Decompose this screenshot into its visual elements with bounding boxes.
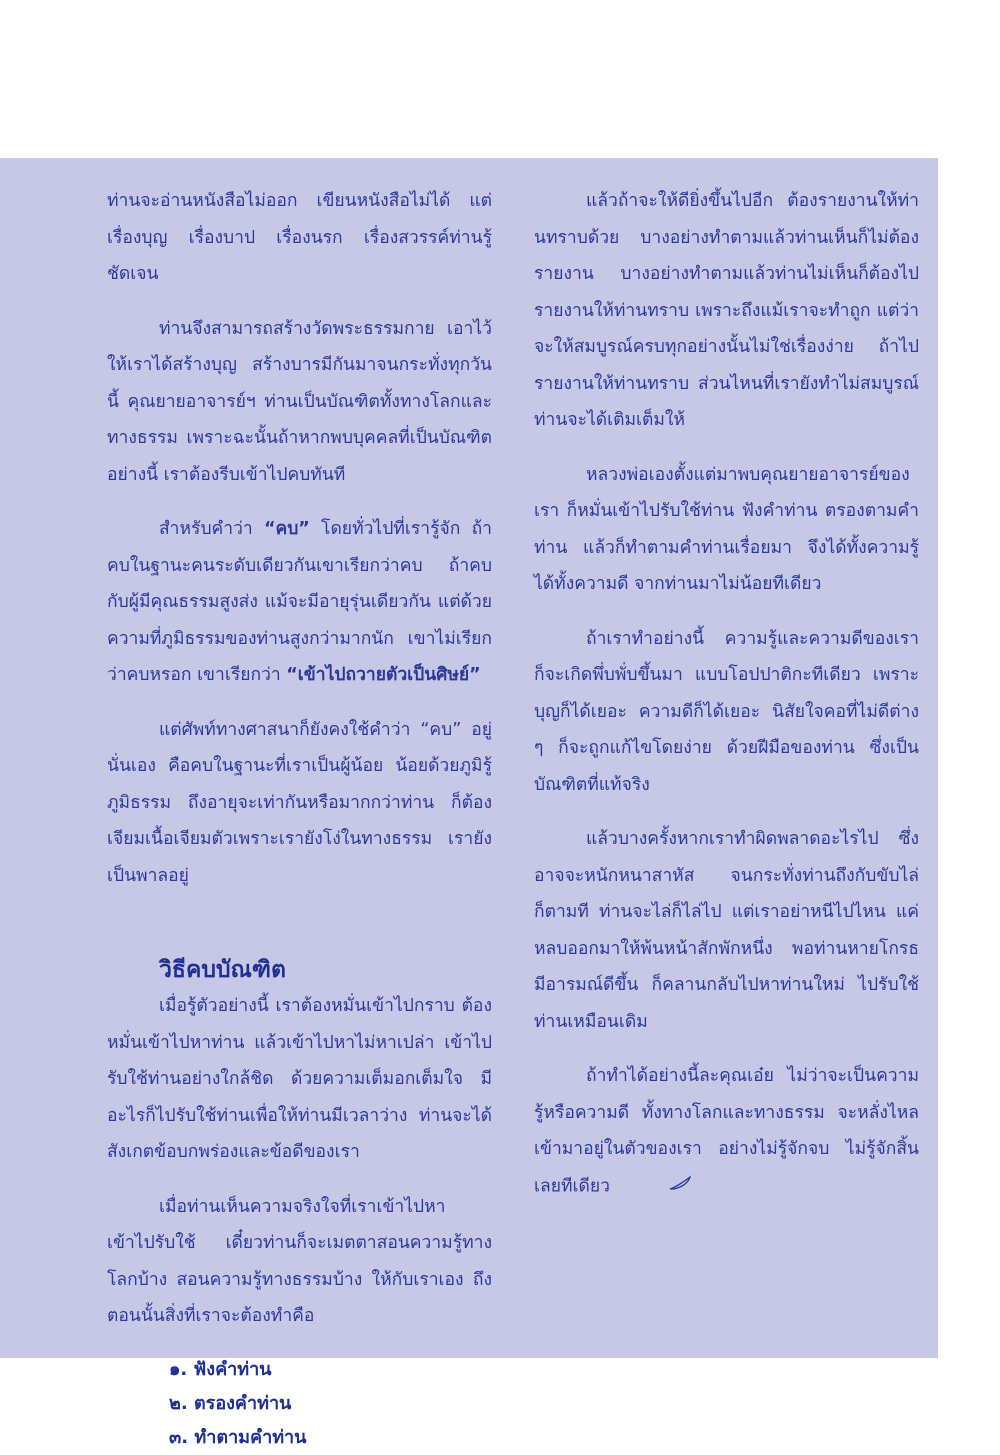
right-paragraph-5 xyxy=(534,1058,919,1204)
list-item: ๒. ตรองคำท่าน xyxy=(169,1392,292,1414)
left-column xyxy=(107,183,492,1455)
list-item: ๑. ฟังคำท่าน xyxy=(169,1358,272,1380)
content-panel xyxy=(0,158,938,1448)
p3-text-a: สำหรับคำว่า xyxy=(159,519,264,539)
left-paragraph-2: ท่านจึงสามารถสร้างวัดพระธรรมกาย เอาไว้ให้เราได้สร้างบุญ สร้างบารมีกันมาจนกระทั่งทุกวันนี้ คุณยายอาจารย์ฯ ท่านเป็นบัณฑิตทั้งทางโลกและทางธรรม เพราะฉะนั้นถ้าหากพบบุคคลที่เป็นบัณฑิตอย่างนี้ เราต้องรีบเข้าไปคบทันที xyxy=(107,318,492,485)
keyword-khob: “คบ” xyxy=(263,519,310,539)
left-paragraph-1: ท่านจะอ่านหนังสือไม่ออก เขียนหนังสือไม่ได้ แต่เรื่องบุญ เรื่องบาป เรื่องนรก เรื่องสวรรค์ท่านรู้ชัดเจน xyxy=(107,191,492,284)
right-paragraph-3: ถ้าเราทำอย่างนี้ ความรู้และความดีของเรา ก็จะเกิดพึ่บพั่บขึ้นมา แบบโอปปาติกะทีเดียว เพราะบุญก็ได้เยอะ ความดีก็ได้เยอะ นิสัยใจคอที่ไม่ดีต่าง ๆ ก็จะถูกแก้ไขโดยง่าย ด้วยฝีมือของท่าน ซึ่งเป็นบัณฑิตที่แท้จริง xyxy=(534,628,919,795)
section-heading: วิธีคบบัณฑิต xyxy=(159,957,286,983)
right-paragraph-4: แล้วบางครั้งหากเราทำผิดพลาดอะไรไป ซึ่งอาจจะหนักหนาสาหัส จนกระทั่งท่านถึงกับขับไล่ก็ตามที ท่านจะไล่ก็ไล่ไป แต่เราอย่าหนีไปไหน แค่หลบออกมาให้พ้นหน้าสักพักหนึ่ง พอท่านหายโกรธ มีอารมณ์ดีขึ้น ก็คลานกลับไปหาท่านใหม่ ไปรับใช้ท่านเหมือนเดิม xyxy=(534,829,919,1032)
list-item: ๓. ทำตามคำท่าน xyxy=(169,1426,307,1448)
steps-list xyxy=(169,1353,492,1455)
left-paragraph-3 xyxy=(107,511,492,694)
p3-text-b: โดยทั่วไปที่เรารู้จัก ถ้าคบในฐานะคนระดับเดียวกันเขาเรียกว่าคบ ถ้าคบกับผู้มีคุณธรรมสูงส่ง แม้จะมีอายุรุ่นเดียวกัน แต่ด้วยความที่ภูมิธรรมของท่านสูงกว่ามากนัก เขาไม่เรียกว่าคบหรอก เขาเรียกว่า xyxy=(107,519,492,685)
right-column xyxy=(534,183,919,1222)
keyword-disciple: “เข้าไปถวายตัวเป็นศิษย์” xyxy=(286,665,481,685)
right-paragraph-5-text: ถ้าทำได้อย่างนี้ละคุณเอ๋ย ไม่ว่าจะเป็นความรู้หรือความดี ทั้งทางโลกและทางธรรม จะหลั่งไหลเข้ามาอยู่ในตัวของเรา อย่างไม่รู้จักจบ ไม่รู้จักสิ้นเลยทีเดียว xyxy=(534,1066,919,1196)
left-paragraph-6: เมื่อท่านเห็นความจริงใจที่เราเข้าไปหา เข้าไปรับใช้ เดี๋ยวท่านก็จะเมตตาสอนความรู้ทางโลกบ้าง สอนความรู้ทางธรรมบ้าง ให้กับเราเอง ถึงตอนนั้นสิ่งที่เราจะต้องทำคือ xyxy=(107,1196,492,1326)
left-paragraph-5: เมื่อรู้ตัวอย่างนี้ เราต้องหมั่นเข้าไปกราบ ต้องหมั่นเข้าไปหาท่าน แล้วเข้าไปหาไม่หาเปล่า เข้าไปรับใช้ท่านอย่างใกล้ชิด ด้วยความเต็มอกเต็มใจ มีอะไรก็ไปรับใช้ท่านเพื่อให้ท่านมีเวลาว่าง ท่านจะได้สังเกตข้อบกพร่องและข้อดีของเรา xyxy=(107,996,492,1162)
left-paragraph-4: แต่ศัพท์ทางศาสนาก็ยังคงใช้คำว่า “คบ” อยู่นั่นเอง คือคบในฐานะที่เราเป็นผู้น้อย น้อยด้วยภูมิรู้ภูมิธรรม ถึงอายุจะเท่ากันหรือมากกว่าท่าน ก็ต้องเจียมเนื้อเจียมตัวเพราะเรายังโง่ในทางธรรม เรายังเป็นพาลอยู่ xyxy=(107,719,492,886)
right-paragraph-2: หลวงพ่อเองตั้งแต่มาพบคุณยายอาจารย์ของเรา ก็หมั่นเข้าไปรับใช้ท่าน ฟังคำท่าน ตรองตามคำท่าน แล้วก็ทำตามคำท่านเรื่อยมา จึงได้ทั้งความรู้ ได้ทั้งความดี จากท่านมาไม่น้อยทีเดียว xyxy=(534,464,919,594)
quill-feather-icon xyxy=(616,1168,696,1205)
right-paragraph-1: แล้วถ้าจะให้ดียิ่งขึ้นไปอีก ต้องรายงานให้ท่านทราบด้วย บางอย่างทำตามแล้วท่านเห็นก็ไม่ต้องรายงาน บางอย่างทำตามแล้วท่านไม่เห็นก็ต้องไปรายงานให้ท่านทราบ เพราะถึงแม้เราจะทำถูก แต่ว่าจะให้สมบูรณ์ครบทุกอย่างนั้นไม่ใช่เรื่องง่าย ถ้าไปรายงานให้ท่านทราบ ส่วนไหนที่เรายังทำไม่สมบูรณ์ ท่านจะได้เติมเต็มให้ xyxy=(534,191,919,430)
